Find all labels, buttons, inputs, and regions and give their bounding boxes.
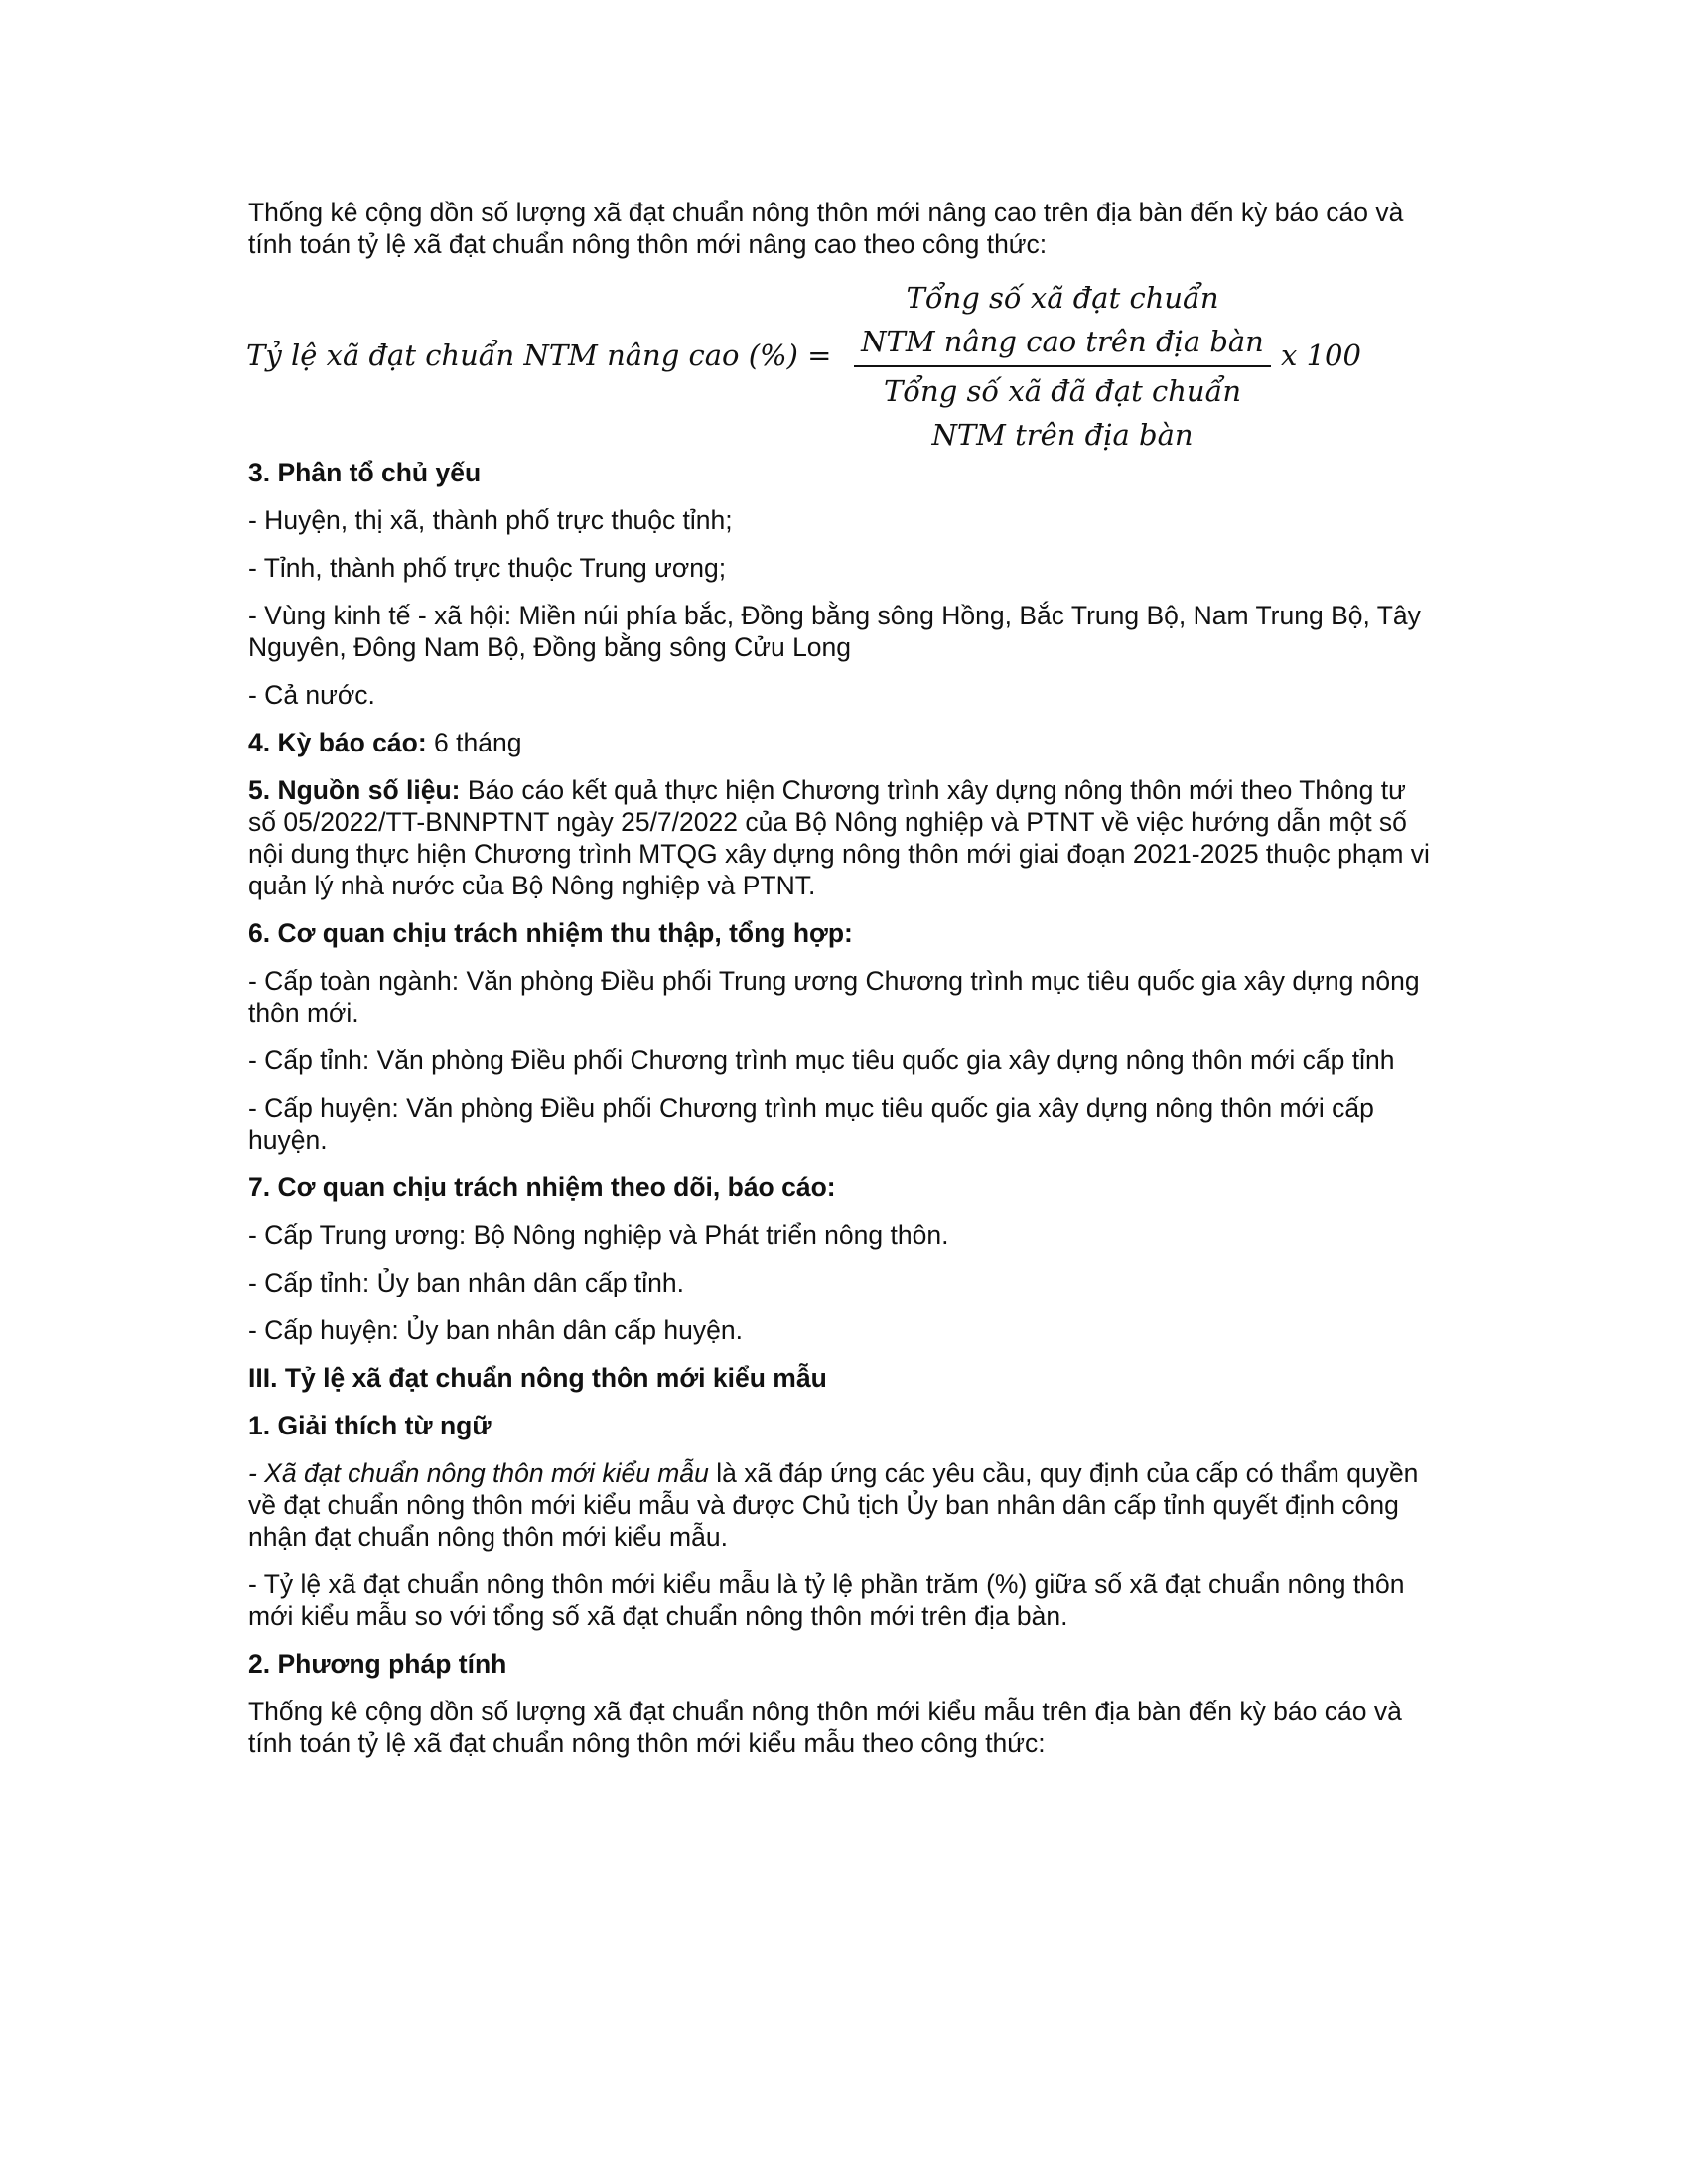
list-item: - Cấp tỉnh: Văn phòng Điều phối Chương trình mục tiêu quốc gia xây dựng nông thôn mới cấp tỉnh <box>248 1045 1395 1075</box>
list-item: - Cấp Trung ương: Bộ Nông nghiệp và Phát triển nông thôn. <box>248 1220 949 1250</box>
part-iii-sub2-heading: 2. Phương pháp tính <box>248 1649 507 1679</box>
formula-numerator-line1: Tổng số xã đạt chuẩn <box>906 281 1219 315</box>
formula-denominator-line1: Tổng số xã đã đạt chuẩn <box>883 374 1242 408</box>
section-4-value: 6 tháng <box>426 728 522 757</box>
section-5-value: Báo cáo kết quả thực hiện Chương trình xây dựng nông thôn mới theo Thông tư số 05/2022/TT-BNNPTNT ngày 25/7/2022 của Bộ Nông nghiệp và PTNT về việc hướng dẫn một số nội dung thực hiện Chương trình MTQG xây dựng nông thôn mới giai đoạn 2021-2025 thuộc phạm vi quản lý nhà nước của Bộ Nông nghiệp và PTNT. <box>248 775 1430 900</box>
document-body <box>248 197 1440 1775</box>
list-item: - Cấp huyện: Văn phòng Điều phối Chương trình mục tiêu quốc gia xây dựng nông thôn mới cấp huyện. <box>248 1093 1374 1155</box>
part-iii-heading: III. Tỷ lệ xã đạt chuẩn nông thôn mới kiểu mẫu <box>248 1363 827 1393</box>
section-5-paragraph <box>248 774 1440 901</box>
fraction-bar <box>854 365 1271 367</box>
list-item: - Tỉnh, thành phố trực thuộc Trung ương; <box>248 553 727 583</box>
formula-multiplier: x 100 <box>1281 339 1361 372</box>
definition-paragraph-2: - Tỷ lệ xã đạt chuẩn nông thôn mới kiểu mẫu là tỷ lệ phần trăm (%) giữa số xã đạt chuẩn nông thôn mới kiểu mẫu so với tổng số xã đạt chuẩn nông thôn mới trên địa bàn. <box>248 1570 1405 1631</box>
definition-text: là xã đáp ứng các yêu cầu, quy định của cấp có thẩm quyền về đạt chuẩn nông thôn mới kiểu mẫu và được Chủ tịch Ủy ban nhân dân cấp tỉnh quyết định công nhận đạt chuẩn nông thôn mới kiểu mẫu. <box>248 1458 1419 1552</box>
section-6-heading: 6. Cơ quan chịu trách nhiệm thu thập, tổng hợp: <box>248 918 853 948</box>
formula-numerator <box>854 276 1271 363</box>
definition-term: - Xã đạt chuẩn nông thôn mới kiểu mẫu <box>248 1458 709 1488</box>
section-3-heading: 3. Phân tổ chủ yếu <box>248 458 482 487</box>
part-iii-sub1-heading: 1. Giải thích từ ngữ <box>248 1411 492 1440</box>
formula-denominator-line2: NTM trên địa bàn <box>931 418 1194 452</box>
section-4-label: 4. Kỳ báo cáo: <box>248 728 427 757</box>
formula-denominator <box>854 369 1271 457</box>
section-5-label: 5. Nguồn số liệu: <box>248 775 461 805</box>
list-item: - Cấp toàn ngành: Văn phòng Điều phối Trung ương Chương trình mục tiêu quốc gia xây dựng nông thôn mới. <box>248 966 1420 1027</box>
method-paragraph: Thống kê cộng dồn số lượng xã đạt chuẩn nông thôn mới kiểu mẫu trên địa bàn đến kỳ báo cáo và tính toán tỷ lệ xã đạt chuẩn nông thôn mới kiểu mẫu theo công thức: <box>248 1697 1402 1758</box>
list-item: - Cấp tỉnh: Ủy ban nhân dân cấp tỉnh. <box>248 1268 685 1297</box>
formula-numerator-line2: NTM nâng cao trên địa bàn <box>861 325 1264 358</box>
list-item: - Vùng kinh tế - xã hội: Miền núi phía bắc, Đồng bằng sông Hồng, Bắc Trung Bộ, Nam Trung Bộ, Tây Nguyên, Đông Nam Bộ, Đồng bằng sông Cửu Long <box>248 601 1421 662</box>
formula-ntm-nang-cao <box>246 276 1440 452</box>
section-4-paragraph <box>248 727 1440 758</box>
list-item: - Cả nước. <box>248 680 375 710</box>
list-item: - Huyện, thị xã, thành phố trực thuộc tỉnh; <box>248 505 733 535</box>
method-intro-paragraph: Thống kê cộng dồn số lượng xã đạt chuẩn nông thôn mới nâng cao trên địa bàn đến kỳ báo cáo và tính toán tỷ lệ xã đạt chuẩn nông thôn mới nâng cao theo công thức: <box>248 198 1404 259</box>
section-7-heading: 7. Cơ quan chịu trách nhiệm theo dõi, báo cáo: <box>248 1172 836 1202</box>
list-item: - Cấp huyện: Ủy ban nhân dân cấp huyện. <box>248 1315 743 1345</box>
definition-paragraph <box>248 1457 1440 1553</box>
formula-lhs: Tỷ lệ xã đạt chuẩn NTM nâng cao (%) = <box>246 339 832 372</box>
